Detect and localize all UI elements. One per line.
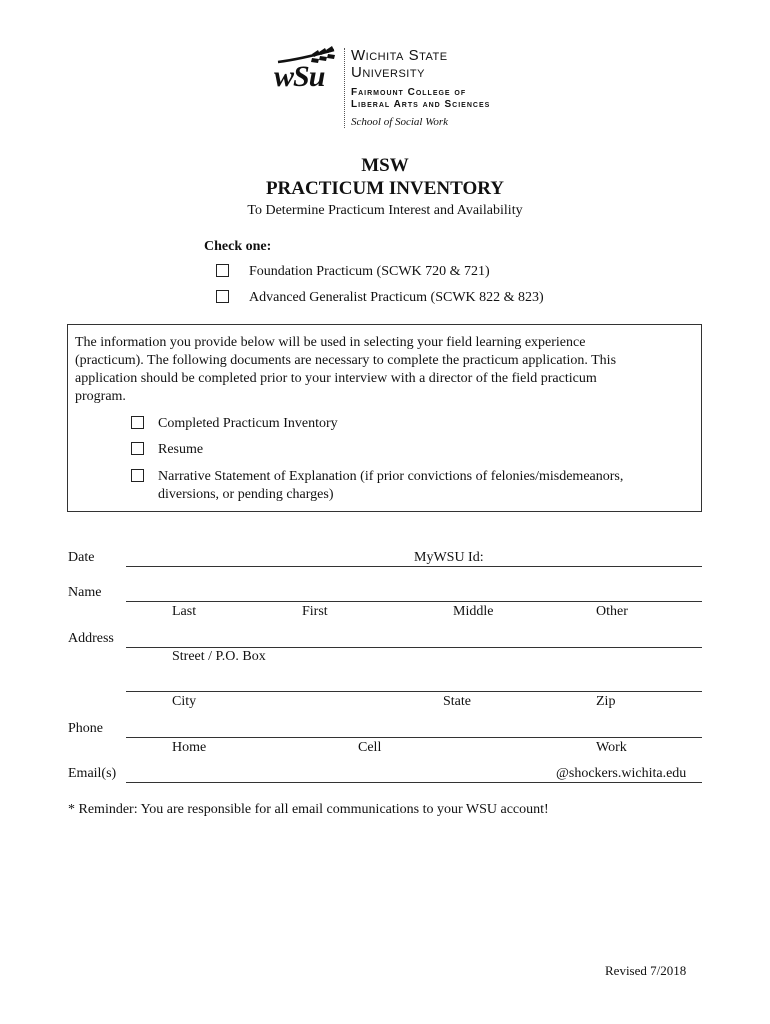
info-line-1: The information you provide below will be used in selecting your field learning experience bbox=[75, 335, 586, 350]
state-label: State bbox=[443, 694, 471, 709]
address-label: Address bbox=[68, 631, 114, 646]
mywsu-label: MyWSU Id: bbox=[414, 550, 484, 565]
narrative-checkbox[interactable] bbox=[131, 469, 144, 482]
college-line1: Fairmount College of bbox=[351, 87, 467, 98]
phone-label: Phone bbox=[68, 721, 103, 736]
narrative-label-line2: diversions, or pending charges) bbox=[158, 487, 334, 502]
title-line2: PRACTICUM INVENTORY bbox=[265, 178, 505, 199]
info-line-4: program. bbox=[75, 389, 126, 404]
name-middle: Middle bbox=[453, 604, 494, 619]
resume-label: Resume bbox=[158, 442, 204, 457]
street-label: Street / P.O. Box bbox=[172, 649, 266, 664]
city-label: City bbox=[172, 694, 197, 709]
name-first: First bbox=[302, 604, 328, 619]
foundation-checkbox[interactable] bbox=[216, 264, 229, 277]
zip-label: Zip bbox=[596, 694, 616, 709]
logo-divider bbox=[344, 48, 345, 128]
phone-cell: Cell bbox=[358, 740, 382, 755]
revised-date: Revised 7/2018 bbox=[605, 963, 687, 978]
phone-home: Home bbox=[172, 740, 207, 755]
date-label: Date bbox=[68, 550, 95, 565]
check-one-heading: Check one: bbox=[204, 239, 272, 254]
phone-work: Work bbox=[596, 740, 627, 755]
date-mywsu-line[interactable] bbox=[126, 566, 702, 567]
university-line2: University bbox=[351, 64, 425, 81]
resume-checkbox[interactable] bbox=[131, 442, 144, 455]
email-label: Email(s) bbox=[68, 766, 117, 781]
subtitle: To Determine Practicum Interest and Availability bbox=[247, 203, 523, 218]
info-line-2: (practicum). The following documents are necessary to complete the practicum application. This bbox=[75, 353, 617, 368]
school-name: School of Social Work bbox=[351, 116, 449, 128]
phone-line[interactable] bbox=[126, 737, 702, 738]
info-line-3: application should be completed prior to your interview with a director of the field practicum bbox=[75, 371, 597, 386]
wsu-logo bbox=[272, 46, 344, 94]
college-line2: Liberal Arts and Sciences bbox=[351, 99, 491, 110]
title-line1: MSW bbox=[361, 155, 409, 176]
name-last: Last bbox=[172, 604, 197, 619]
advanced-checkbox[interactable] bbox=[216, 290, 229, 303]
foundation-label: Foundation Practicum (SCWK 720 & 721) bbox=[249, 264, 490, 279]
name-other: Other bbox=[596, 604, 628, 619]
advanced-label: Advanced Generalist Practicum (SCWK 822 & 823) bbox=[249, 290, 544, 305]
name-line[interactable] bbox=[126, 601, 702, 602]
address-line[interactable] bbox=[126, 647, 702, 648]
completed-inventory-checkbox[interactable] bbox=[131, 416, 144, 429]
logo-mark: wSu bbox=[274, 60, 325, 93]
narrative-label-line1: Narrative Statement of Explanation (if prior convictions of felonies/misdemeanors, bbox=[158, 469, 624, 484]
city-line[interactable] bbox=[126, 691, 702, 692]
completed-inventory-label: Completed Practicum Inventory bbox=[158, 416, 338, 431]
email-suffix: @shockers.wichita.edu bbox=[556, 766, 687, 781]
name-label: Name bbox=[68, 585, 102, 600]
reminder-text: * Reminder: You are responsible for all email communications to your WSU account! bbox=[68, 802, 549, 817]
email-line[interactable] bbox=[126, 782, 702, 783]
university-line1: Wichita State bbox=[351, 47, 448, 64]
